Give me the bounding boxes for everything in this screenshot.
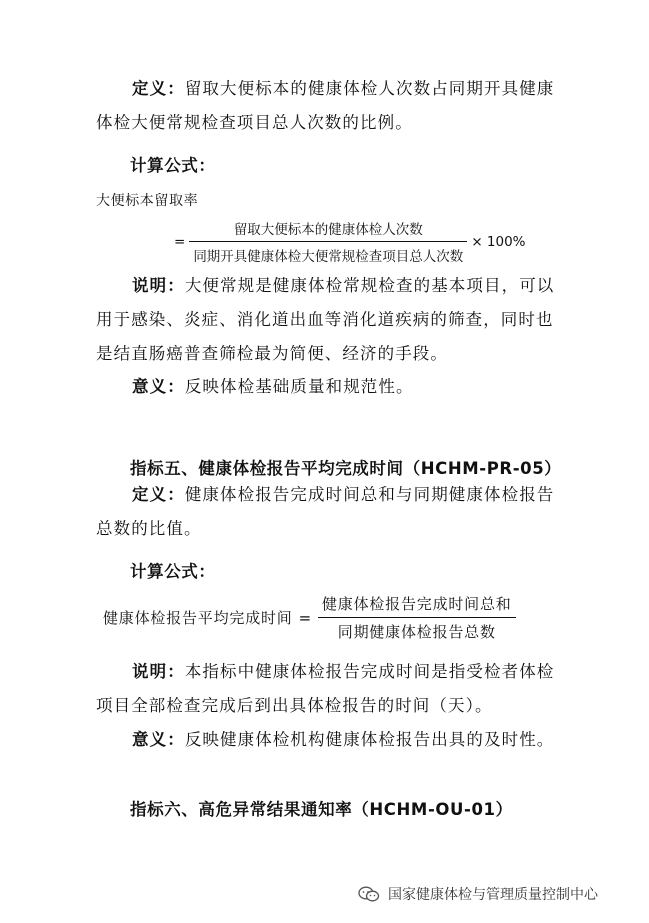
equals-sign: = [298,608,312,627]
note-5-text-line1: 本指标中健康体检报告完成时间是指受检者体检 [184,662,555,681]
significance-5-label: 意义： [132,730,185,749]
significance-text: 反映体检基础质量和规范性。 [184,377,414,396]
note-paragraph [96,269,554,371]
definition-text-line2: 体检大便常规检查项目总人次数的比例。 [96,113,413,132]
significance-label: 意义： [132,377,185,396]
watermark-text: 国家健康体检与管理质量控制中心 [388,887,598,903]
wechat-icon [358,886,380,902]
definition-5-paragraph [96,478,554,546]
note-text-line3: 是结直肠癌普查筛检最为简便、经济的手段。 [96,344,448,363]
fraction-numerator: 健康体检报告完成时间总和 [321,595,512,613]
significance-5-paragraph [132,723,554,757]
definition-text-line1: 留取大便标本的健康体检人次数占同期开具健康 [184,79,555,98]
note-text-line1: 大便常规是健康体检常规检查的基本项目，可以 [184,276,555,295]
watermark-footer [358,884,598,904]
fraction [318,593,516,642]
note-5-label: 说明： [132,662,185,681]
definition-5-label: 定义： [132,485,185,504]
formula-label: 计算公式： [130,156,216,175]
indicator-6-title: 指标六、高危异常结果通知率（HCHM-OU-01） [130,800,513,819]
significance-paragraph [132,370,414,404]
formula-5-label: 计算公式： [130,562,216,581]
indicator-5-title: 指标五、健康体检报告平均完成时间（HCHM-PR-05） [130,459,562,478]
definition-5-text-line2: 总数的比值。 [96,519,202,538]
formula-avg-report-time [103,593,516,642]
fraction-denominator: 同期开具健康体检大便常规检查项目总人次数 [193,249,464,265]
formula-5-lhs: 健康体检报告平均完成时间 [103,609,293,627]
formula-lhs: 大便标本留取率 [96,193,199,209]
note-5-paragraph [96,655,554,723]
definition-5-text-line1: 健康体检报告完成时间总和与同期健康体检报告 [184,485,555,504]
fraction-numerator: 留取大便标本的健康体检人次数 [233,222,423,238]
note-label: 说明： [132,276,185,295]
note-5-text-line2: 项目全部检查完成后到出具体检报告的时间（天）。 [96,696,493,715]
definition-paragraph [96,72,554,140]
note-text-line2: 用于感染、炎症、消化道出血等消化道疾病的筛查，同时也 [96,310,554,329]
equals-sign: = [174,233,186,250]
multiplier: × 100% [471,233,526,250]
significance-5-text: 反映健康体检机构健康体检报告出具的及时性。 [184,730,555,749]
fraction-denominator: 同期健康体检报告总数 [337,623,496,641]
definition-label: 定义： [132,79,185,98]
formula-stool-rate [174,218,526,265]
fraction [189,218,467,265]
